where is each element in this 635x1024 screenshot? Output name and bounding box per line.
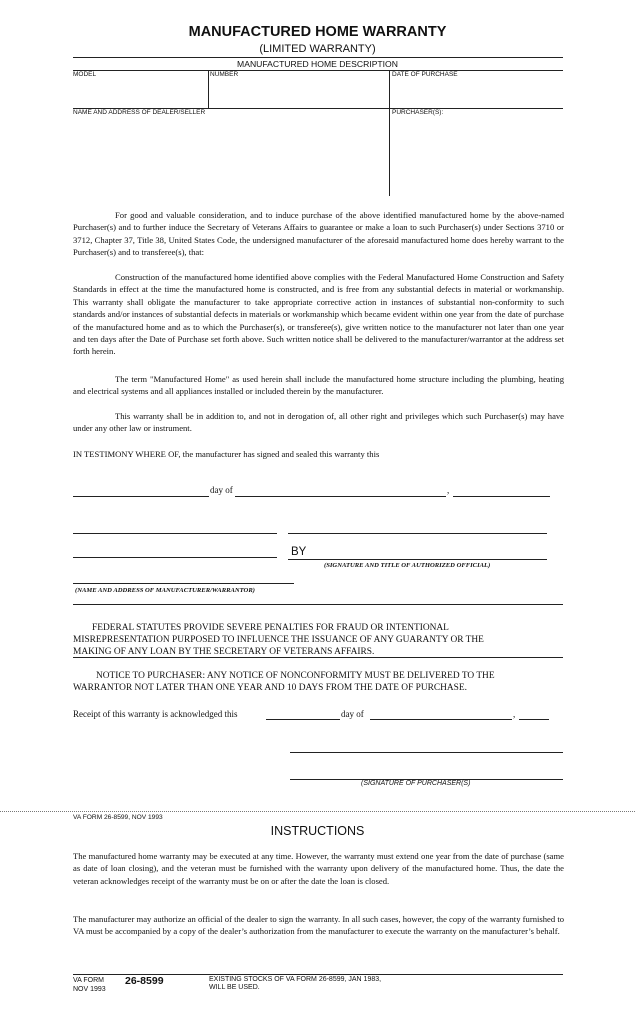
federal-notice-line-3: MAKING OF ANY LOAN BY THE SECRETARY OF VETERANS AFFAIRS. bbox=[73, 647, 375, 657]
official-caption: (SIGNATURE AND TITLE OF AUTHORIZED OFFICIAL) bbox=[324, 562, 491, 569]
consideration-text: For good and valuable consideration, and to induce purchase of the above identified manufactured home by the above-named Purchaser(s) and to further induce the Secretary of Veterans Affairs to guarantee or make a loan to such Purchaser(s) under Sections 3710 or 3712, Chapter 37, Title 38, United States Code, the undersigned manufacturer of the aforesaid manufactured home does hereby warrant to the Purchaser(s) and to transferee(s), that: bbox=[73, 210, 564, 258]
footer-stocks-line-2: WILL BE USED. bbox=[209, 984, 260, 991]
federal-notice-underline bbox=[73, 657, 563, 658]
additional-rights-text: This warranty shall be in addition to, and not in derogation of, all other right and privileges which such Purchaser(s) may have under any other law or instrument. bbox=[73, 411, 564, 434]
dealer-field[interactable] bbox=[74, 118, 386, 194]
form-subtitle: (LIMITED WARRANTY) bbox=[259, 43, 376, 55]
instructions-paragraph-2: The manufacturer may authorize an official of the dealer to sign the warranty. In all such cases, however, the copy of the warranty furnished to VA must be accompanied by a copy of the dealer’s authorization from the manufacturer to execute the warranty on the manufacturer’s behalf. bbox=[73, 914, 564, 937]
notice-divider bbox=[73, 604, 563, 605]
consideration-paragraph bbox=[73, 209, 564, 259]
official-line-1[interactable] bbox=[288, 533, 547, 534]
signing-month-blank[interactable] bbox=[235, 496, 446, 497]
model-field[interactable] bbox=[74, 79, 206, 106]
section-heading: MANUFACTURED HOME DESCRIPTION bbox=[237, 59, 398, 69]
federal-notice-line-2: MISREPRESENTATION PURPOSED TO INFLUENCE THE ISSUANCE OF ANY GUARANTY OR THE bbox=[73, 635, 484, 645]
header-divider bbox=[73, 57, 563, 58]
purchaser-notice-line-1: NOTICE TO PURCHASER: ANY NOTICE OF NONCONFORMITY MUST BE DELIVERED TO THE bbox=[96, 671, 495, 681]
day-of-label: day of bbox=[210, 485, 233, 495]
model-label: MODEL bbox=[73, 71, 97, 78]
footer-va-form: VA FORM bbox=[73, 977, 104, 984]
receipt-day-blank[interactable] bbox=[266, 719, 340, 720]
receipt-month-blank[interactable] bbox=[370, 719, 512, 720]
definition-text: The term "Manufactured Home" as used herein shall include the manufactured home structure including the plumbing, heating and electrical systems and all appliances installed or included therein by the manufacturer. bbox=[73, 374, 564, 397]
description-top-line bbox=[73, 70, 563, 71]
signing-year-blank[interactable] bbox=[453, 496, 550, 497]
receipt-comma: , bbox=[513, 709, 516, 719]
form-title: MANUFACTURED HOME WARRANTY bbox=[188, 24, 447, 40]
form-identifier: VA FORM 26-8599, NOV 1993 bbox=[73, 814, 163, 821]
manufacturer-address-line[interactable] bbox=[73, 583, 294, 584]
purchasers-label: PURCHASER(S): bbox=[392, 109, 444, 116]
purchaser-signature-caption: (SIGNATURE OF PURCHASER(S) bbox=[361, 780, 471, 787]
testimony-line: IN TESTIMONY WHERE OF, the manufacturer has signed and sealed this warranty this bbox=[73, 449, 380, 459]
purchaser-signature-line-1[interactable] bbox=[290, 752, 563, 753]
construction-paragraph bbox=[73, 271, 564, 358]
perforation-line bbox=[0, 811, 635, 812]
construction-text: Construction of the manufactured home identified above complies with the Federal Manufactured Home Construction and Safety Standards in effect at the time the manufactured home is constructed, and is free from any substantial defects in material or workmanship. This warranty shall obligate the manufacturer to take appropriate corrective action in instances of substantial non-conformity to such standards and/or instances of substantial defects in materials or workmanship which became evident within one year from the date of purchase of the manufactured home and as to which the Purchaser(s), or transferee(s), give written notice to the manufacturer not later than one year and ten days after the Date of Purchase set forth above. Such written notice shall be delivered to the manufacturer/warrantor at the address set forth herein. bbox=[73, 272, 564, 357]
manufacturer-line-2[interactable] bbox=[73, 557, 277, 558]
receipt-day-of-label: day of bbox=[341, 709, 364, 719]
signing-day-blank[interactable] bbox=[73, 496, 209, 497]
model-number-divider bbox=[208, 70, 209, 108]
receipt-text: Receipt of this warranty is acknowledged this bbox=[73, 709, 238, 719]
date-of-purchase-field[interactable] bbox=[392, 79, 562, 106]
manufacturer-line-1[interactable] bbox=[73, 533, 277, 534]
additional-rights-paragraph bbox=[73, 410, 564, 435]
receipt-year-blank[interactable] bbox=[519, 719, 549, 720]
footer-form-number: 26-8599 bbox=[125, 975, 164, 987]
purchaser-notice-line-2: WARRANTOR NOT LATER THAN ONE YEAR AND 10 DAYS FROM THE DATE OF PURCHASE. bbox=[73, 683, 467, 693]
federal-notice-line-1: FEDERAL STATUTES PROVIDE SEVERE PENALTIES FOR FRAUD OR INTENTIONAL bbox=[92, 623, 449, 633]
column-divider bbox=[389, 70, 390, 196]
footer-date: NOV 1993 bbox=[73, 986, 106, 993]
purchasers-field[interactable] bbox=[392, 118, 562, 194]
number-field[interactable] bbox=[211, 79, 387, 106]
footer-stocks-line-1: EXISTING STOCKS OF VA FORM 26-8599, JAN 1983, bbox=[209, 976, 382, 983]
definition-paragraph bbox=[73, 373, 564, 398]
number-label: NUMBER bbox=[210, 71, 239, 78]
official-signature-line[interactable] bbox=[288, 559, 547, 560]
date-comma: , bbox=[447, 485, 450, 495]
instructions-heading: INSTRUCTIONS bbox=[270, 824, 365, 838]
by-label: BY bbox=[291, 546, 307, 558]
instructions-paragraph-1: The manufactured home warranty may be executed at any time. However, the warranty must extend one year from the date of purchase (same as date of loan closing), and the veteran must be furnished with the warranty upon delivery of the manufactured home. Thus, the date the veteran acknowledges receipt of the warranty must be on or after the date the loan is closed. bbox=[73, 851, 564, 886]
dealer-label: NAME AND ADDRESS OF DEALER/SELLER bbox=[73, 109, 206, 116]
date-of-purchase-label: DATE OF PURCHASE bbox=[392, 71, 458, 78]
manufacturer-caption: (NAME AND ADDRESS OF MANUFACTURER/WARRANTOR) bbox=[75, 587, 255, 594]
